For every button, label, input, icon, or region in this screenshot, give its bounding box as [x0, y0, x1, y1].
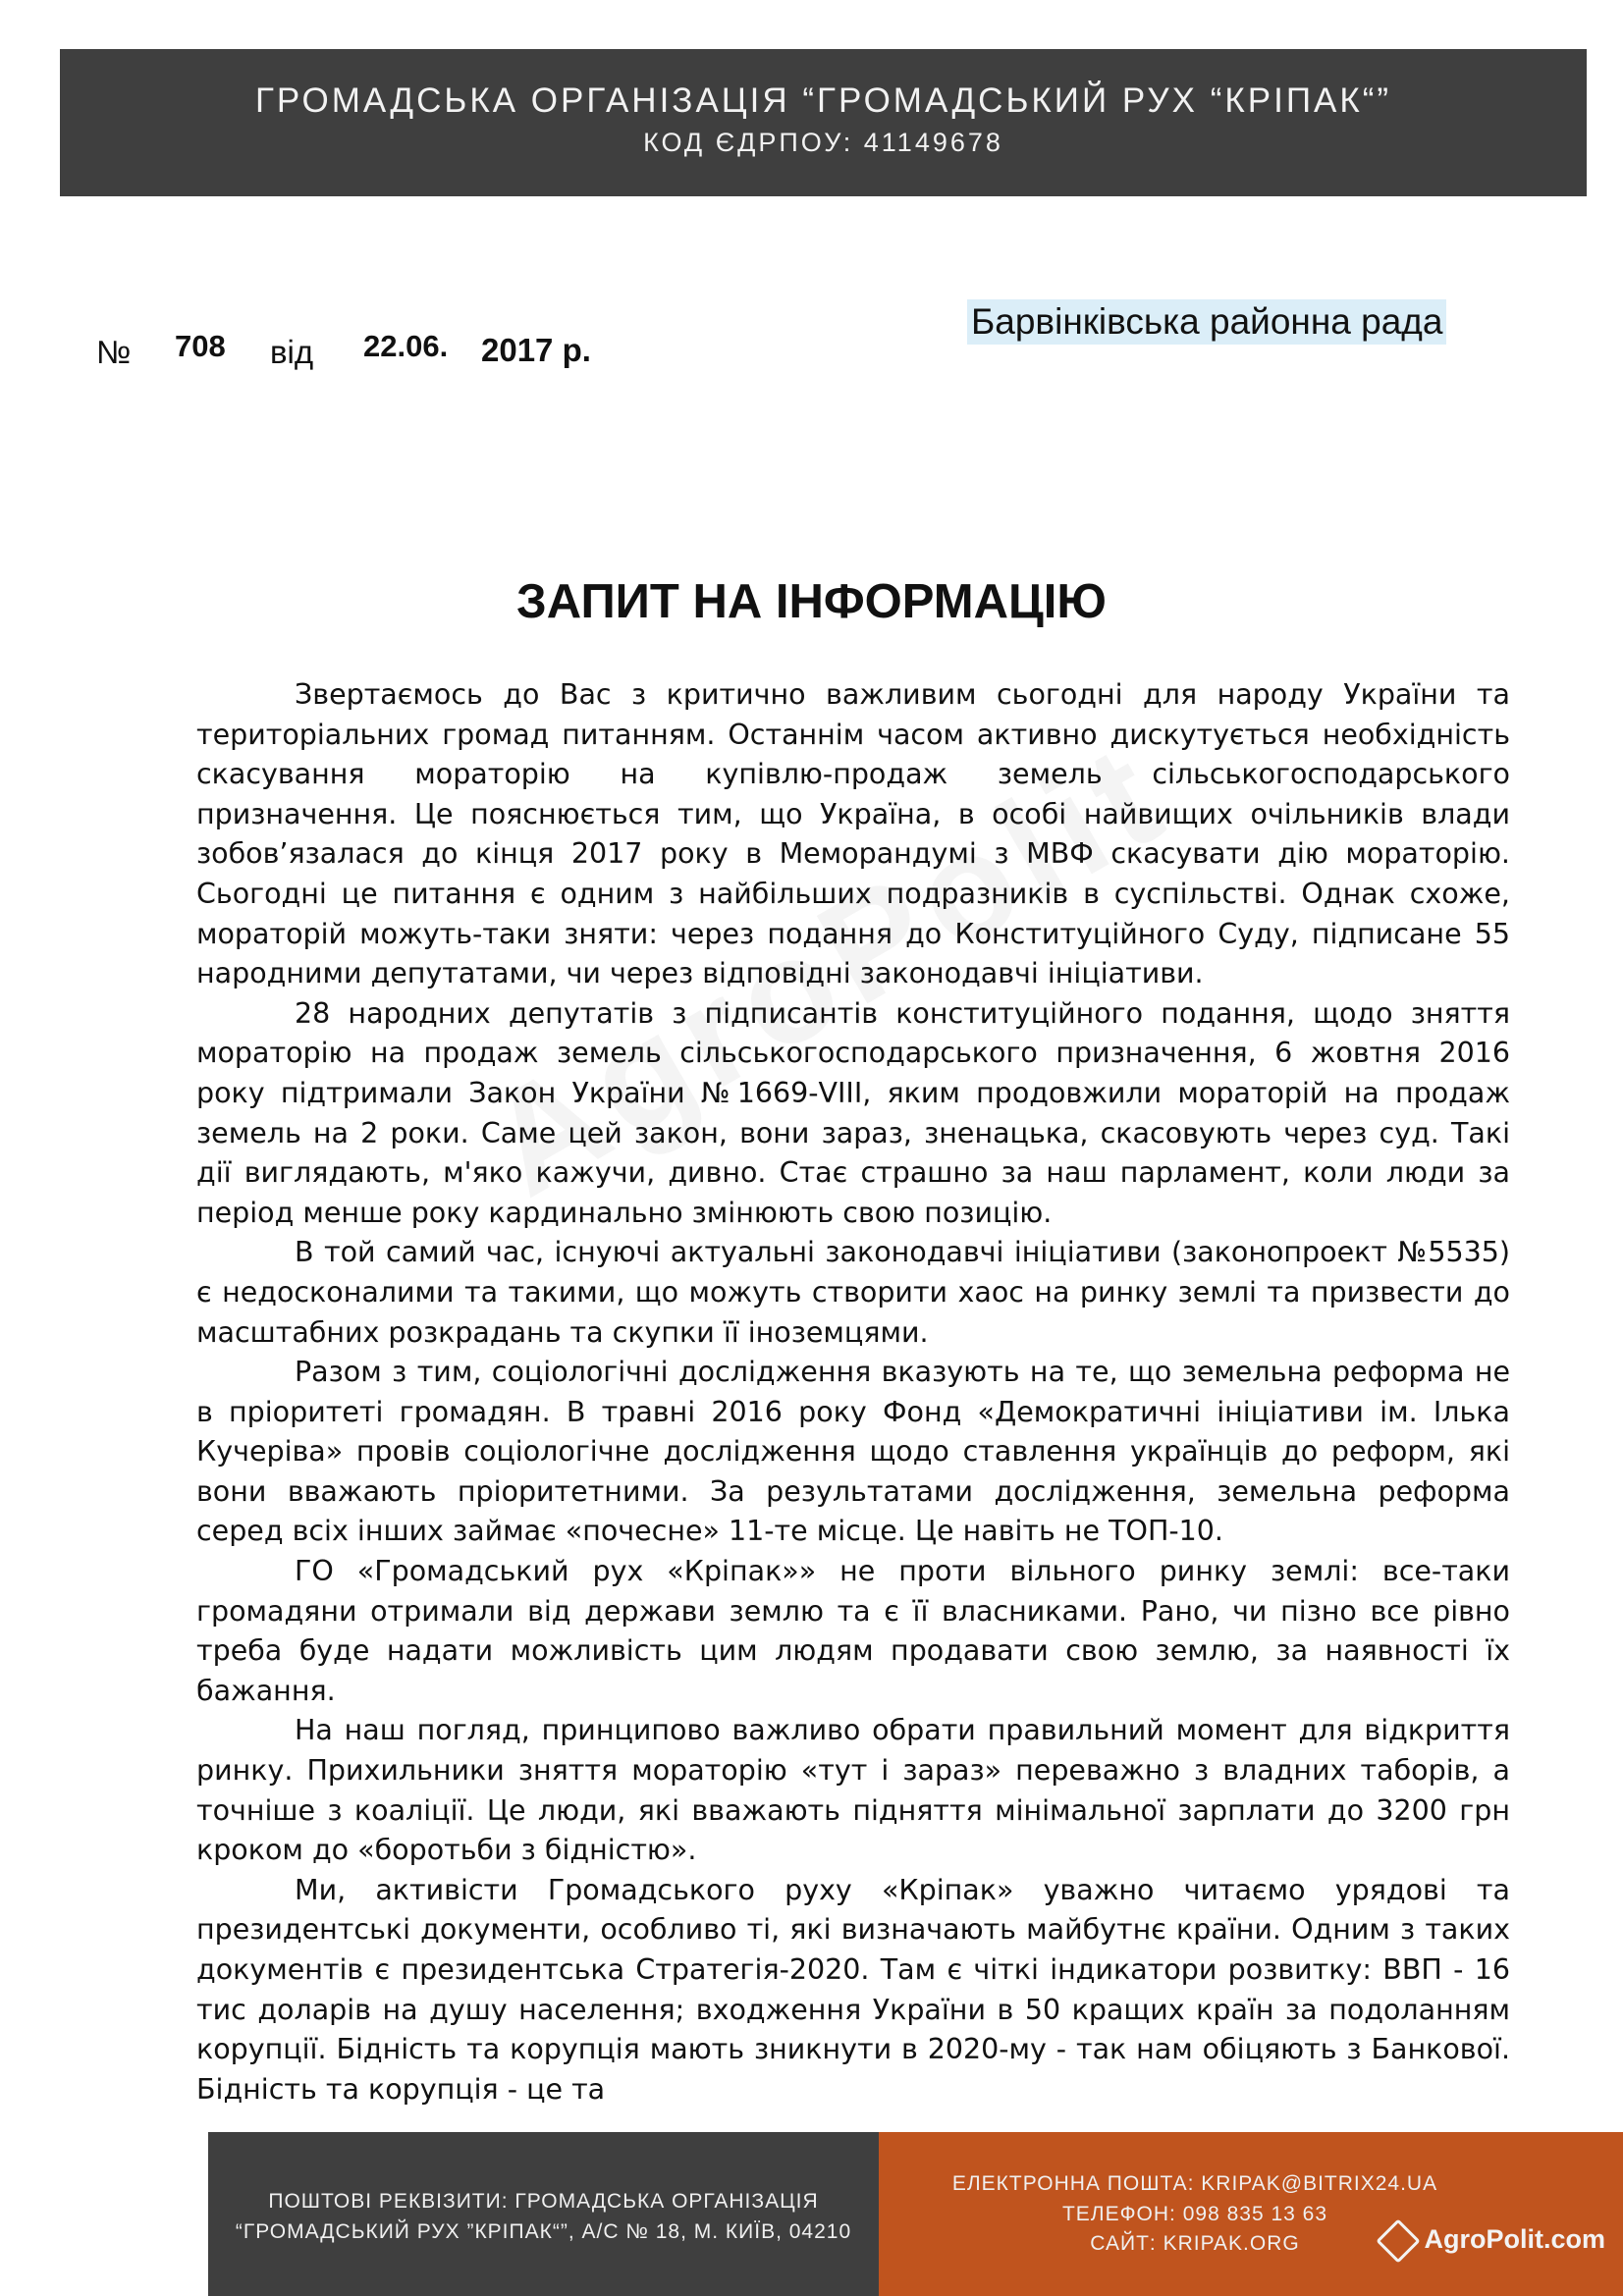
- reference-from-label: від: [270, 334, 314, 370]
- letterhead-banner: [60, 49, 1587, 196]
- agropolit-logo: [1382, 2224, 1605, 2257]
- organization-code: КОД ЄДРПОУ: 41149678: [643, 128, 1003, 157]
- footer-contact-block: [879, 2132, 1623, 2296]
- reference-date: 22.06.: [363, 329, 449, 363]
- document-title: ЗАПИТ НА ІНФОРМАЦІЮ: [516, 575, 1107, 628]
- logo-text: AgroPolit.com: [1424, 2224, 1605, 2254]
- paragraph-6: На наш погляд, принципово важливо обрати правильний момент для відкриття ринку. Прихильники зняття мораторію «тут і зараз» переважно з владних таборів, а точніше з коаліції. Це люди, які вважають підняття мінімальної зарплати до 3200 грн кроком до «боротьби з бідністю».: [196, 1714, 1510, 1867]
- recipient-address: Барвінківська районна рада: [967, 299, 1446, 345]
- postal-line-1: ПОШТОВІ РЕКВІЗИТИ: ГРОМАДСЬКА ОРГАНІЗАЦІЯ: [268, 2190, 819, 2213]
- paragraph-5: ГО «Громадський рух «Кріпак»» не проти вільного ринку землі: все-таки громадяни отримали від держави землю та є її власниками. Рано, чи пізно все рівно треба буде надати можливість цим людям продавати свою землю, за наявності їх бажання.: [196, 1555, 1510, 1707]
- organization-name: ГРОМАДСЬКА ОРГАНІЗАЦІЯ “ГРОМАДСЬКИЙ РУХ “КРІПАК“”: [254, 81, 1392, 120]
- leaf-icon: [1377, 2218, 1421, 2263]
- paragraph-4: Разом з тим, соціологічні дослідження вказують на те, що земельна реформа не в пріоритеті громадян. В травні 2016 року Фонд «Демократичні ініціативи ім. Ілька Кучеріва» провів соціологічне дослідження щодо ставлення українців до реформ, які вони вважають пріоритетними. За результатами дослідження, земельна реформа серед всіх інших займає «почесне» 11-те місце. Це навіть не ТОП-10.: [196, 1356, 1510, 1548]
- contact-phone: ТЕЛЕФОН: 098 835 13 63: [1061, 2203, 1328, 2225]
- letter-body: [196, 675, 1510, 2109]
- paragraph-7: Ми, активісти Громадського руху «Кріпак» уважно читаємо урядові та президентські документи, особливо ті, які визначають майбутнє країни. Одним з таких документів є президентська Стратегія-2020. Там є чіткі індикатори розвитку: ВВП - 16 тис доларів на душу населення; входження України в 50 кращих країн за подоланням корупції. Бідність та корупція мають зникнути в 2020-му - так нам обіцяють з Банкової. Бідність та корупція - це та: [196, 1873, 1510, 2106]
- footer-postal-block: [208, 2132, 879, 2296]
- contact-site: САЙТ: KRIPAK.ORG: [1090, 2232, 1300, 2255]
- reference-number-label: №: [96, 334, 132, 370]
- postal-line-2: “ГРОМАДСЬКИЙ РУХ ”КРІПАК“”, А/С № 18, М. КИЇВ, 04210: [235, 2220, 852, 2243]
- paragraph-2: 28 народних депутатів з підписантів конституційного подання, щодо зняття мораторію на продаж земель сільськогосподарського призначення, 6 жовтня 2016 року підтримали Закон України №1669-VIII, яким продовжили мораторій на продаж земель на 2 роки. Саме цей закон, вони зараз, зненацька, скасовують через суд. Такі дії виглядають, м'яко кажучи, дивно. Стає страшно за наш парламент, коли люди за період менше року кардинально змінюють свою позицію.: [196, 996, 1510, 1229]
- paragraph-1: Звертаємось до Вас з критично важливим сьогодні для народу України та територіальних громад питанням. Останнім часом активно дискутується необхідність скасування мораторію на купівлю-продаж земель сільськогосподарського призначення. Це пояснюється тим, що Україна, в особі найвищих очільників влади зобов’язалася до кінця 2017 року в Меморандумі з МВФ скасувати дію мораторію. Сьогодні це питання є одним з найбільших подразників в суспільстві. Однак схоже, мораторій можуть-таки зняти: через подання до Конституційного Суду, підписане 55 народними депутатами, чи через відповідні законодавчі ініціативи.: [196, 678, 1510, 990]
- paragraph-3: В той самий час, існуючі актуальні законодавчі ініціативи (законопроект №5535) є недосконалими та такими, що можуть створити хаос на ринку землі та призвести до масштабних розкрадань та скупки її іноземцями.: [196, 1236, 1510, 1349]
- reference-number: 708: [175, 329, 226, 363]
- reference-year: 2017 р.: [481, 332, 591, 368]
- contact-email: ЕЛЕКТРОННА ПОШТА: KRIPAK@BITRIX24.UA: [951, 2172, 1438, 2195]
